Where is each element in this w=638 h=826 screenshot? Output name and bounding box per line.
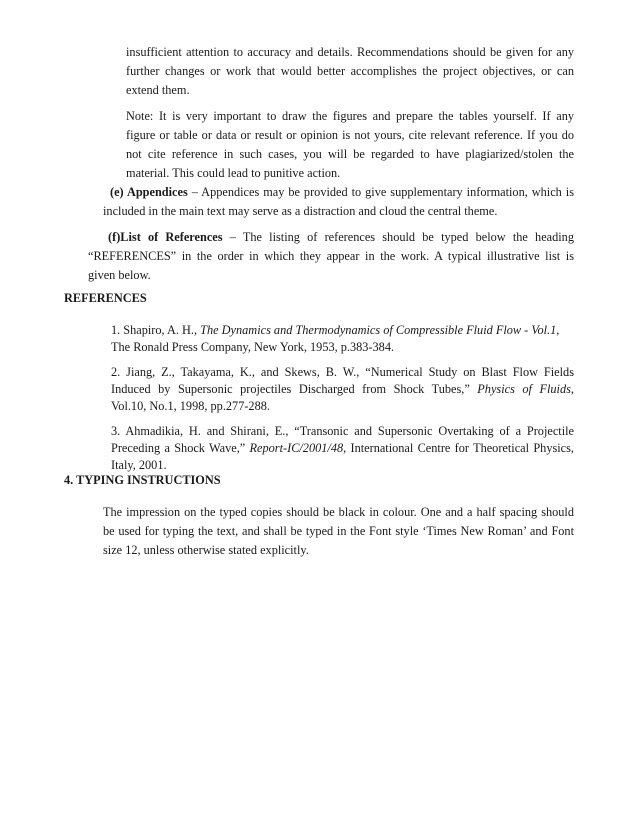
text-line <box>111 381 574 398</box>
text-line <box>103 183 574 202</box>
text-line: material. This could lead to punitive action. <box>126 166 341 180</box>
text-line: further changes or work that would better accomplishes the project objectives, or can <box>126 64 574 78</box>
reference-item <box>111 364 574 415</box>
list-of-references-label: (f)List of References <box>108 230 223 244</box>
paragraph-appendices <box>103 183 574 221</box>
reference-journal: Physics of Fluids <box>477 382 571 396</box>
reference-punct: , <box>556 323 560 337</box>
text-line: extend them. <box>126 83 190 97</box>
text-line: insufficient attention to accuracy and details. Recommendations should be given for any <box>126 45 574 59</box>
text-line <box>111 322 574 339</box>
text-line: 2. Jiang, Z., Takayama, K., and Skews, B. W., “Numerical Study on Blast Flow Fields <box>111 365 574 379</box>
text-line: figure or table or data or result or opinion is not yours, cite relevant reference. If you do <box>126 128 574 142</box>
text-line: The Ronald Press Company, New York, 1953, p.383-384. <box>111 340 395 354</box>
text-line: Italy, 2001. <box>111 458 167 472</box>
text-line: not cite reference in such cases, you will be regarded to have plagiarized/stolen the <box>126 147 574 161</box>
text-line <box>111 440 574 457</box>
reference-text: Induced by Supersonic projectiles Discharged from Shock Tubes,” <box>111 382 478 396</box>
paragraph-list-of-references <box>88 228 574 285</box>
paragraph-intro <box>126 43 574 100</box>
list-of-references-text: – The listing of references should be typed below the heading <box>222 230 574 244</box>
reference-text: Preceding a Shock Wave,” <box>111 441 250 455</box>
text-line: 3. Ahmadikia, H. and Shirani, E., “Transonic and Supersonic Overtaking of a Projectile <box>111 424 574 438</box>
text-line: be used for typing the text, and shall be typed in the Font style ‘Times New Roman’ and Font <box>103 524 574 538</box>
reference-authors: 1. Shapiro, A. H., <box>111 323 201 337</box>
reference-punct: , <box>570 382 574 396</box>
text-line: The impression on the typed copies should be black in colour. One and a half spacing should <box>103 505 574 519</box>
paragraph-note <box>126 107 574 183</box>
text-line: Vol.10, No.1, 1998, pp.277-288. <box>111 399 270 413</box>
appendices-text: – Appendices may be provided to give supplementary information, which is <box>187 185 575 199</box>
references-heading: REFERENCES <box>64 291 147 305</box>
text-line <box>88 228 574 247</box>
paragraph-typing-instructions <box>103 503 574 560</box>
reference-report-id: Report-IC/2001/48 <box>249 441 344 455</box>
appendices-label: (e) Appendices <box>110 185 188 199</box>
text-line: Note: It is very important to draw the figures and prepare the tables yourself. If any <box>126 109 574 123</box>
reference-text: , International Centre for Theoretical Physics, <box>343 441 574 455</box>
section-heading: 4. TYPING INSTRUCTIONS <box>64 473 221 487</box>
reference-item <box>111 423 574 474</box>
reference-item <box>111 322 574 356</box>
text-line: “REFERENCES” in the order in which they appear in the work. A typical illustrative list is <box>88 249 574 263</box>
reference-title: The Dynamics and Thermodynamics of Compressible Fluid Flow - Vol.1 <box>200 323 557 337</box>
text-line: size 12, unless otherwise stated explicitly. <box>103 543 309 557</box>
text-line: included in the main text may serve as a distraction and cloud the central theme. <box>103 204 498 218</box>
text-line: given below. <box>88 268 151 282</box>
